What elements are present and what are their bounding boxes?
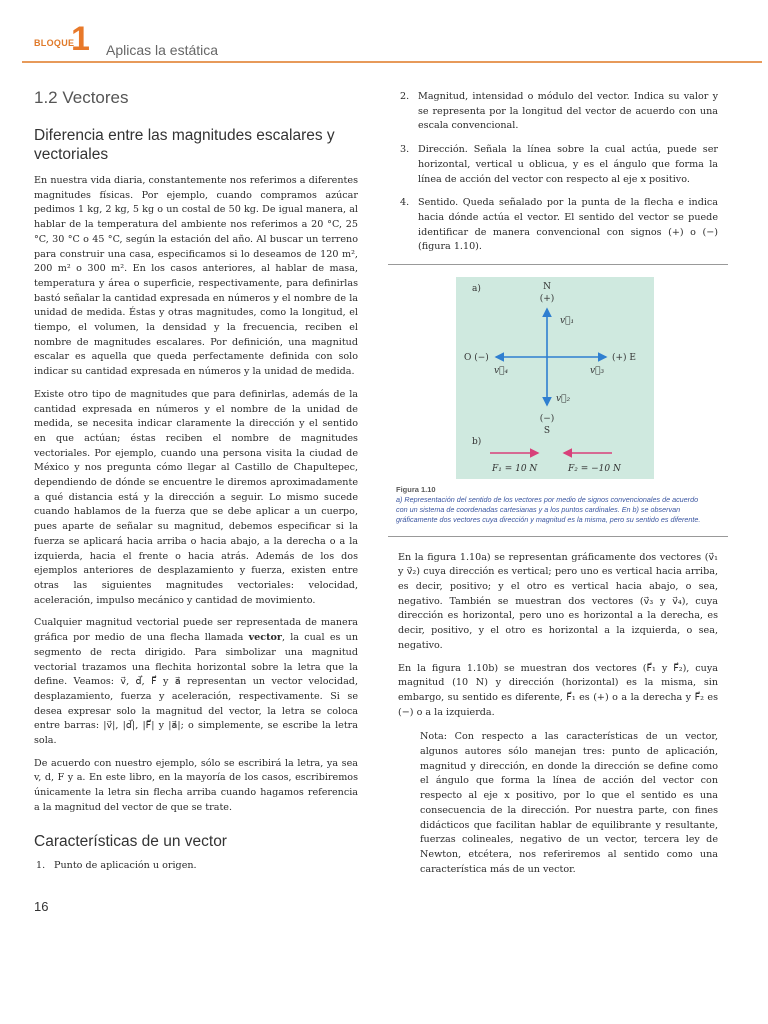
subsection-title: Diferencia entre las magnitudes escalares y vectoriales <box>34 127 335 163</box>
paragraph-figure-a: En la figura 1.10a) se representan gráficamente dos vectores (v⃗₁ y v⃗₂) cuya dirección es vertical; pero uno es vertical hacia arriba, es decir, positivo; y el otro es vertical hacia abajo, o sea, negativo. También se muestran dos vectores (v⃗₃ y v⃗₄), cuya dirección es horizontal, pero uno es horizontal a la derecha, es decir, positivo, y el otro es horizontal a la izquierda, o sea, negativo. <box>398 551 718 651</box>
label-v3: v⃗₃ <box>590 366 605 377</box>
paragraph-book-convention: De acuerdo con nuestro ejemplo, sólo se escribirá la letra, ya sea v, d, F y a. En este libro, en la mayoría de los casos, escribiremos únicamente la letra sin flecha arriba cuando hagamos referencia a la magnitud del vector de que se trate. <box>34 757 358 813</box>
list-item: 3. Dirección. Señala la línea sobre la cual actúa, puede ser horizontal, vertical u oblicua, y es el ángulo que forma la línea de acción del vector con respecto al eje x positivo. <box>400 144 718 185</box>
right-column <box>398 90 718 877</box>
bloque-label: BLOQUE <box>34 38 75 48</box>
label-b: b) <box>472 437 482 448</box>
header-divider <box>22 61 762 63</box>
page-header <box>0 0 768 64</box>
figure-caption-title: Figura 1.10 <box>396 485 436 495</box>
note-box: Nota: Con respecto a las características de un vector, algunos autores sólo manejan tres: punto de aplicación, magnitud y dirección, en donde la dirección se define como el ángulo que forma la línea de acción del vector con respecto al eje x positivo, por lo que el sentido es una consecuencia de la dirección. Por nuestra parte, con fines didácticos que facilitan hablar de equilibrante y resultante, fuerzas colineales, negativo de un vector, tercera ley de Newton, etcétera, nos referiremos al sentido como una característica más de un vector. <box>420 731 718 875</box>
label-v1: v⃗₁ <box>560 316 575 327</box>
label-east: (+) E <box>612 353 636 364</box>
list-item: 4. Sentido. Queda señalado por la punta de la flecha e indica hacia dónde actúa el vector. El sentido del vector se puede identificar de manera convencional con signos (+) o (−) (figura 1.10). <box>400 197 718 253</box>
paragraph-vector-notation: Cualquier magnitud vectorial puede ser representada de manera gráfica por medio de una flecha llamada vector, la cual es un segmento de recta dirigido. Para simbolizar una magnitud vectorial trazamos una flechita horizontal sobre la letra que la define. Veamos: v⃗, d⃗, F⃗ y a⃗ representan un vector velocidad, desplazamiento, fuerza y aceleración, respectivamente. Si se desea expresar solo la magnitud del vector, la letra se coloca entre barras: |v⃗|, |d⃗|, |F⃗| y |a⃗|; o simplemente, se escribe la letra sola. <box>34 617 359 747</box>
label-minus-south: (−) <box>539 414 555 425</box>
label-south: S <box>543 426 551 437</box>
bloque-number: 1 <box>71 20 90 58</box>
label-v2: v⃗₂ <box>556 394 571 405</box>
label-v4: v⃗₄ <box>494 366 509 377</box>
paragraph-figure-b: En la figura 1.10b) se muestran dos vectores (F⃗₁ y F⃗₂), cuya magnitud (10 N) y dirección (horizontal) es la misma, sin embargo, su sentido es diferente, F⃗₁ es (+) o a la derecha y F⃗₂ es (−) o a la izquierda. <box>398 662 718 718</box>
characteristics-list <box>34 859 358 874</box>
paragraph-vectors: Existe otro tipo de magnitudes que para definirlas, además de la cantidad expresada en números y el nombre de la unidad de medida, se necesita indicar claramente la dirección y el sentido en que actúan; éstas reciben el nombre de magnitudes vectoriales. Por ejemplo, cuando una persona visita la ciudad de México y nos pregunta cómo llegar al Castillo de Chapultepec, dependiendo de dónde se encuentre le diremos aproximadamente a qué distancia está y la dirección a seguir. Lo mismo sucede cuando hablamos de la fuerza que se debe aplicar a un cuerpo, pues aparte de señalar su magnitud, debemos especificar si la fuerza se aplicará hacia arriba o hacia abajo, a la derecha o a la izquierda, hacia el frente o hacia atrás. Además de los dos ejemplos anteriores de desplazamiento y fuerza, existen entre otras las siguientes magnitudes vectoriales: velocidad, aceleración, impulso mecánico y cantidad de movimiento. <box>34 388 358 606</box>
paragraph-scalars: En nuestra vida diaria, constantemente nos referimos a diferentes magnitudes físicas. Por ejemplo, cuando compramos azúcar pedimos 1 kg, 2 kg, 5 kg o un costal de 50 kg. De igual manera, al hablar de la temperatura del ambiente nos referimos a 20 °C, 25 °C, 30 °C o 45 °C, según la estación del año. Al buscar un terreno para construir una casa, especificamos si lo deseamos de 120 m², 200 m² o 300 m². En los casos anteriores, al hablar de masa, temperatura y área o superficie, respectivamente, para definirlas bastó señalar la cantidad expresada en números y el nombre de la unidad de medida. Éstas y otras magnitudes, como la longitud, el tiempo, el volumen, la densidad y la frecuencia, reciben el nombre de magnitudes escalares. Por definición, una magnitud escalar es aquella que queda perfectamente definida con solo indicar su cantidad expresada en números y la unidad de medida. <box>34 175 358 378</box>
divider <box>388 536 728 537</box>
label-north: N <box>543 282 551 293</box>
label-f2: F₂ = −10 N <box>568 464 621 475</box>
figure-1-10 <box>456 277 654 479</box>
subsection-title-characteristics: Características de un vector <box>34 832 227 850</box>
label-plus-north: (+) <box>539 294 555 305</box>
figure-caption: a) Representación del sentido de los vectores por medio de signos convencionales de acuerdo con un sistema de coordenadas cartesianas y a los puntos cardinales. En b) se observan gráficamente dos vectores cuya dirección y magnitud es la misma, pero su sentido es diferente. <box>396 495 701 525</box>
list-item: 1. Punto de aplicación u origen. <box>36 859 197 871</box>
page-number: 16 <box>34 899 49 914</box>
characteristics-list-continued <box>398 90 718 255</box>
list-item: 2. Magnitud, intensidad o módulo del vector. Indica su valor y se representa por la longitud del vector de acuerdo con una escala convencional. <box>400 91 718 132</box>
chapter-title: Aplicas la estática <box>106 42 219 58</box>
label-a: a) <box>472 284 481 295</box>
term-vector: vector <box>248 632 282 644</box>
vector-diagram <box>456 277 654 479</box>
left-column <box>34 88 358 882</box>
label-west: O (−) <box>464 353 489 364</box>
section-title: 1.2 Vectores <box>34 88 129 107</box>
label-f1: F₁ = 10 N <box>492 464 538 475</box>
